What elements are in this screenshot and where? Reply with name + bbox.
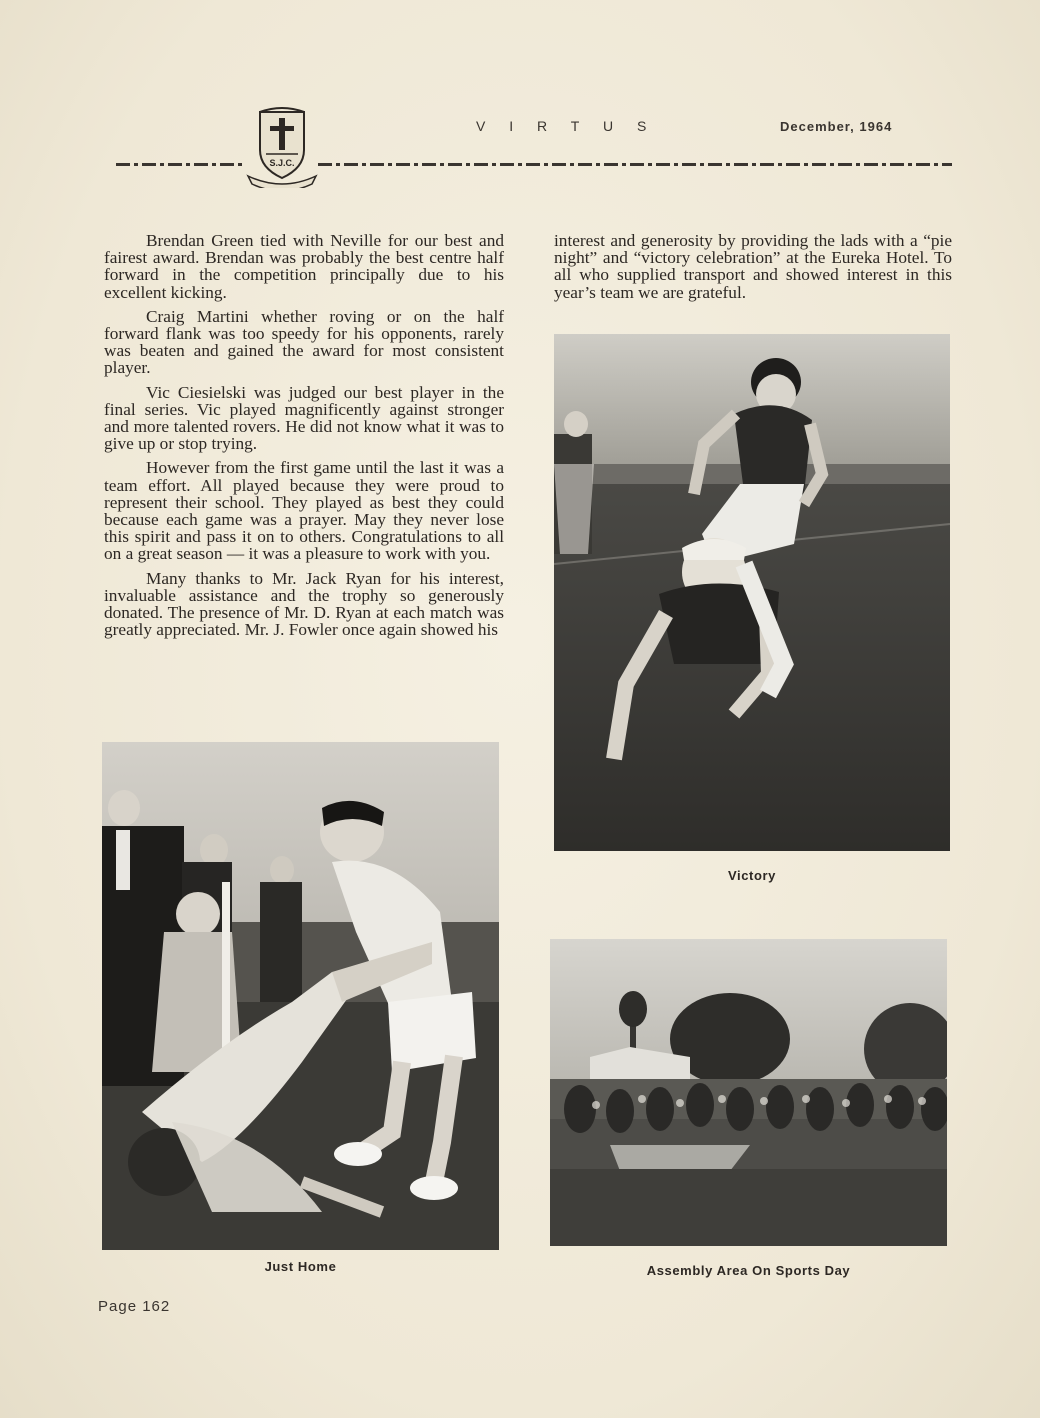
article-left-column	[104, 232, 504, 645]
publication-title: V I R T U S	[476, 118, 657, 134]
paragraph: interest and generosity by providing the lads with a “pie night” and “victory celebration” at the Eureka Hotel. To all who supplied transport and showed interest in this year’s team we are grateful.	[554, 231, 952, 302]
assembly-area-photo	[550, 939, 947, 1246]
just-home-caption: Just Home	[264, 1259, 337, 1274]
svg-text:S.J.C.: S.J.C.	[269, 158, 295, 168]
victory-photo	[554, 334, 950, 851]
paragraph: Brendan Green tied with Neville for our best and fairest award. Brendan was probably the best centre half forward in the competition principally due to his excellent kicking.	[104, 231, 504, 302]
issue-date: December, 1964	[780, 119, 893, 134]
paragraph: However from the first game until the last it was a team effort. All played because they were proud to represent their school. They played as best they could because each game was a prayer. May they never lose this spirit and pass it on to others. Congratulations to all on a great season — it was a pleasure to work with you.	[104, 458, 504, 564]
article-right-column	[554, 232, 952, 308]
header-rule-left	[116, 163, 244, 166]
header-rule-right	[318, 163, 952, 166]
page-number: Page 162	[98, 1298, 171, 1315]
victory-caption: Victory	[727, 868, 777, 883]
assembly-area-caption: Assembly Area On Sports Day	[646, 1263, 851, 1278]
school-crest-icon	[246, 106, 318, 188]
paragraph: Vic Ciesielski was judged our best player in the final series. Vic played magnificently against stronger and more talented rovers. He did not know what it was to give up or stop trying.	[104, 382, 504, 454]
paragraph: Craig Martini whether roving or on the half forward flank was too speedy for his opponents, rarely was beaten and gained the award for most consistent player.	[104, 306, 504, 378]
paragraph: Many thanks to Mr. Jack Ryan for his interest, invaluable assistance and the trophy so generously donated. The presence of Mr. D. Ryan at each match was greatly appreciated. Mr. J. Fowler once again showed his	[104, 568, 504, 640]
just-home-photo	[102, 742, 499, 1250]
